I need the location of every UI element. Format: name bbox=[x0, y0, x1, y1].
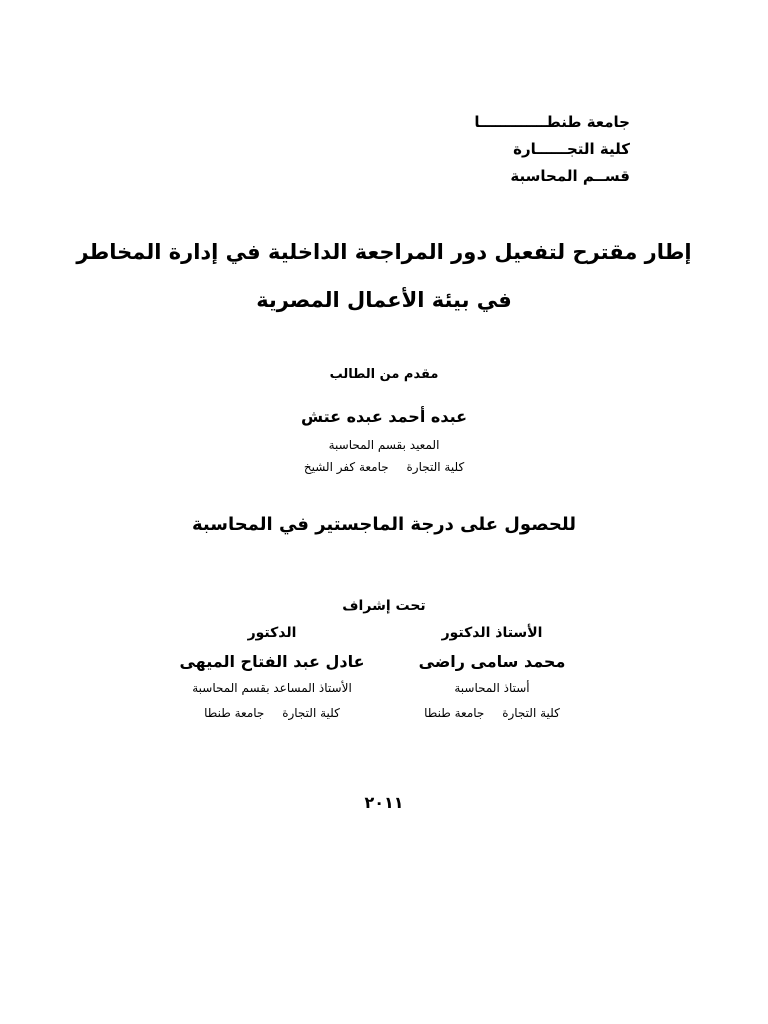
supervision-label: تحت إشراف bbox=[342, 598, 426, 614]
thesis-title-line-2: في بيئة الأعمال المصرية bbox=[256, 288, 512, 312]
degree-statement: للحصول على درجة الماجستير في المحاسبة bbox=[191, 514, 577, 535]
supervisor-2-university: جامعة طنطا bbox=[204, 706, 265, 720]
supervisor-1-title: الأستاذ الدكتور bbox=[441, 625, 543, 641]
supervisor-2-role: الأستاذ المساعد بقسم المحاسبة bbox=[192, 681, 352, 695]
student-name: عبده أحمد عبده عتش bbox=[300, 407, 468, 426]
supervisor-2-affiliation bbox=[172, 706, 372, 720]
supervisor-2-faculty: كلية التجارة bbox=[282, 706, 340, 720]
supervisor-1-affiliation bbox=[392, 706, 592, 720]
student-affiliation bbox=[0, 460, 768, 474]
supervisor-1-role: أستاذ المحاسبة bbox=[454, 681, 530, 695]
supervisor-1-university: جامعة طنطا bbox=[424, 706, 485, 720]
year: ٢٠١١ bbox=[364, 793, 404, 812]
submitted-by-label: مقدم من الطالب bbox=[329, 367, 439, 382]
supervisor-2-title: الدكتور bbox=[247, 625, 297, 641]
thesis-title-line-1: إطار مقترح لتفعيل دور المراجعة الداخلية في إدارة المخاطر bbox=[76, 240, 692, 264]
student-role: المعيد بقسم المحاسبة bbox=[328, 438, 440, 452]
student-university: جامعة كفر الشيخ bbox=[303, 460, 389, 474]
faculty-name: كلية التجــــــارة bbox=[513, 140, 630, 158]
supervisor-1-name: محمد سامى راضى bbox=[418, 652, 566, 671]
department-name: قســم المحاسبة bbox=[510, 167, 630, 185]
supervisor-2-name: عادل عبد الفتاح الميهى bbox=[179, 652, 365, 671]
student-faculty: كلية التجارة bbox=[406, 460, 465, 474]
supervisor-1-faculty: كلية التجارة bbox=[502, 706, 560, 720]
university-name: جامعة طنطـــــــــــــا bbox=[474, 113, 630, 131]
